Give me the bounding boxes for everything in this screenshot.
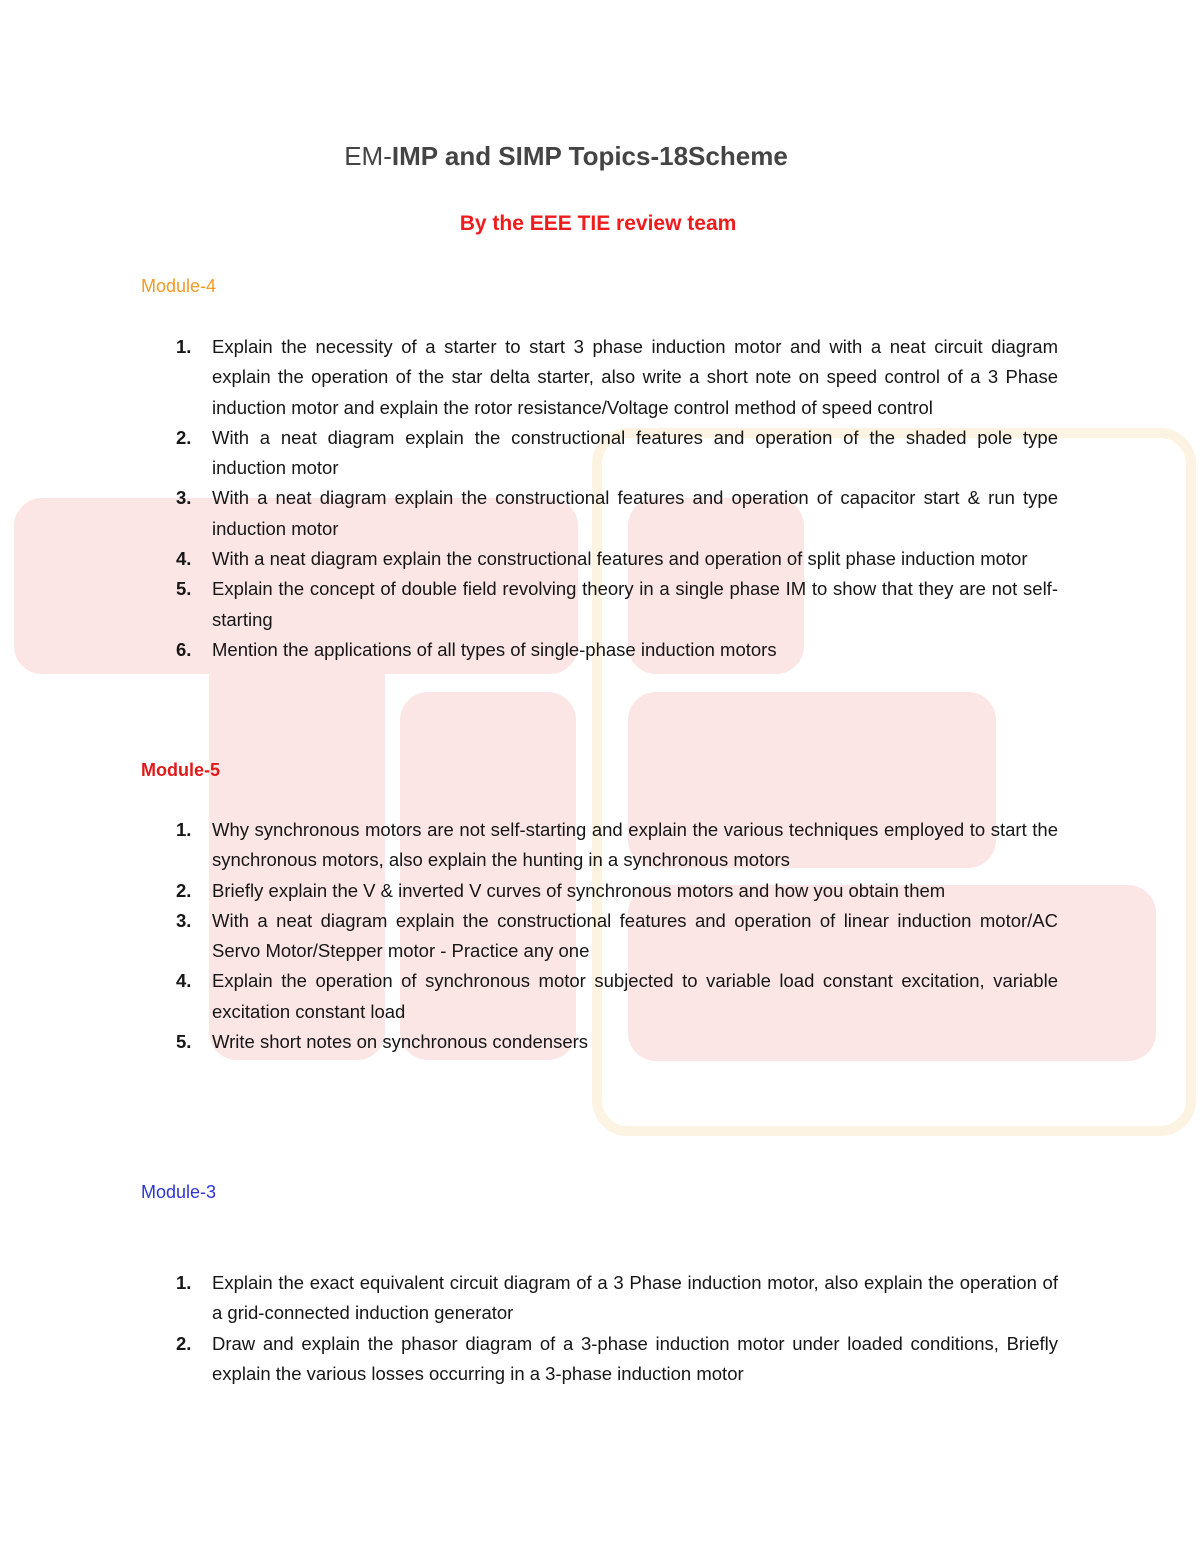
question-item: 1. Explain the exact equivalent circuit diagram of a 3 Phase induction motor, also explain the operation of a grid-connected induction generator	[176, 1272, 1058, 1324]
module-heading-5: Module-5	[141, 760, 220, 780]
question-item: 4. Explain the operation of synchronous motor subjected to variable load constant excitation, variable excitation constant load	[176, 970, 1058, 1022]
question-item: 5. Write short notes on synchronous condensers	[176, 1031, 589, 1053]
question-item: 3. With a neat diagram explain the constructional features and operation of capacitor start & run type induction motor	[176, 487, 1058, 539]
question-item: 2. Draw and explain the phasor diagram of a 3-phase induction motor under loaded conditions, Briefly explain the various losses occurring in a 3-phase induction motor	[176, 1332, 1058, 1384]
title-prefix: EM-	[344, 141, 392, 171]
question-item: 6. Mention the applications of all types of single-phase induction motors	[176, 638, 777, 660]
question-item: 1. Why synchronous motors are not self-starting and explain the various techniques employed to start the synchronous motors, also explain the hunting in a synchronous motors	[176, 819, 1058, 871]
page-subtitle: By the EEE TIE review team	[459, 212, 737, 235]
question-item: 1. Explain the necessity of a starter to start 3 phase induction motor and with a neat circuit diagram explain the operation of the star delta starter, also write a short note on speed control of a 3 Phase induction motor and explain the rotor resistance/Voltage control method of speed control	[176, 336, 1058, 418]
question-item: 3. With a neat diagram explain the constructional features and operation of linear induction motor/AC Servo Motor/Stepper motor - Practice any one	[176, 909, 1058, 962]
question-list-module-4	[141, 332, 1058, 665]
module-heading-4: Module-4	[141, 276, 217, 296]
question-item: 4. With a neat diagram explain the constructional features and operation of split phase induction motor	[176, 548, 1028, 570]
question-list-module-3	[141, 1268, 1058, 1389]
page-title	[0, 141, 1132, 172]
question-list-module-5	[141, 815, 1058, 1057]
module-heading-3: Module-3	[141, 1182, 217, 1202]
title-main: IMP and SIMP Topics-18Scheme	[391, 141, 788, 171]
question-item: 2. Briefly explain the V & inverted V curves of synchronous motors and how you obtain them	[176, 879, 946, 901]
question-item: 5. Explain the concept of double field revolving theory in a single phase IM to show that they are not self-starting	[176, 578, 1058, 630]
question-item: 2. With a neat diagram explain the constructional features and operation of the shaded pole type induction motor	[176, 426, 1058, 479]
